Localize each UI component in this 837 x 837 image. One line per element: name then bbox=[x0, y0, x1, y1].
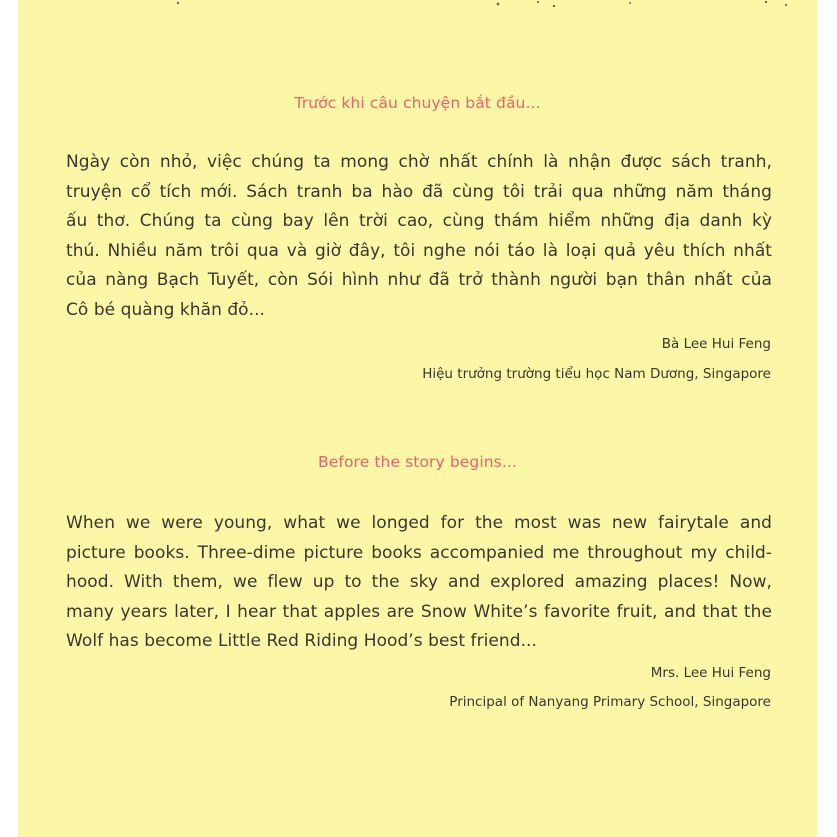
vietnamese-line-3: ấu thơ. Chúng ta cùng bay lên trời cao, cùng thám hiểm những địa danh kỳ bbox=[66, 211, 772, 232]
vietnamese-signature-name: Bà Lee Hui Feng bbox=[661, 336, 771, 352]
english-heading: Before the story begins... bbox=[318, 453, 517, 471]
book-page bbox=[18, 0, 817, 837]
vietnamese-line-5: của nàng Bạch Tuyết, còn Sói hình như đã trở thành người bạn thân nhất của bbox=[66, 270, 772, 291]
vietnamese-heading: Trước khi câu chuyện bắt đầu... bbox=[294, 94, 541, 112]
english-signature-title: Principal of Nanyang Primary School, Singapore bbox=[449, 694, 771, 710]
vietnamese-line-6: Cô bé quàng khăn đỏ... bbox=[66, 299, 265, 320]
english-line-2: picture books. Three-dime picture books accompanied me throughout my child- bbox=[66, 542, 772, 563]
english-line-1: When we were young, what we longed for the most was new fairytale and bbox=[66, 513, 772, 533]
english-line-5: Wolf has become Little Red Riding Hood’s best friend... bbox=[66, 631, 537, 652]
english-line-4: many years later, I hear that apples are Snow White’s favorite fruit, and that the bbox=[66, 601, 772, 622]
page-edge-speckles bbox=[18, 0, 817, 10]
vietnamese-line-2: truyện cổ tích mới. Sách tranh ba hào đã cùng tôi trải qua những năm tháng bbox=[66, 181, 772, 202]
vietnamese-paragraph bbox=[66, 148, 772, 326]
english-signature-name: Mrs. Lee Hui Feng bbox=[650, 665, 771, 681]
english-paragraph bbox=[66, 509, 772, 657]
english-line-3: hood. With them, we flew up to the sky and explored amazing places! Now, bbox=[66, 572, 772, 593]
vietnamese-line-4: thú. Nhiều năm trôi qua và giờ đây, tôi nghe nói táo là loại quả yêu thích nhất bbox=[66, 240, 772, 261]
vietnamese-signature-title: Hiệu trưởng trường tiểu học Nam Dương, Singapore bbox=[422, 366, 771, 382]
vietnamese-line-1: Ngày còn nhỏ, việc chúng ta mong chờ nhất chính là nhận được sách tranh, bbox=[66, 152, 772, 172]
